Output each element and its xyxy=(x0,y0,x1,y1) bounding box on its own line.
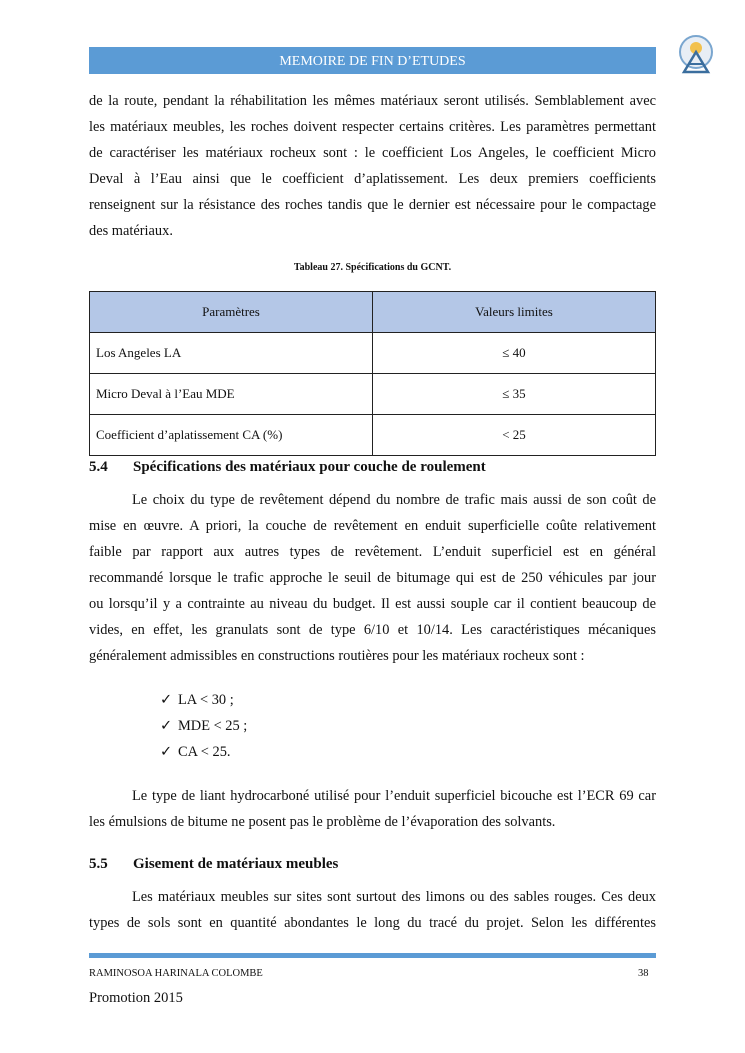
text-line: les émulsions de bitume ne posent pas le problème de l’évaporation des solvants. xyxy=(89,814,556,830)
text-line: ou lorsqu’il y a contrainte au niveau du budget. Il est aussi souple car il contient beaucoup de xyxy=(89,596,656,612)
column-header: Valeurs limites xyxy=(373,292,656,333)
list-item-text: MDE < 25 ; xyxy=(178,718,248,734)
text-line: faible par rapport aux autres types de revêtement. L’enduit superficiel est en général xyxy=(89,544,656,560)
table-cell: Micro Deval à l’Eau MDE xyxy=(90,374,373,415)
list xyxy=(160,687,247,765)
column-header: Paramètres xyxy=(90,292,373,333)
paragraph-2 xyxy=(89,487,656,669)
table-caption: Tableau 27. Spécifications du GCNT. xyxy=(293,262,452,273)
text-line: Les matériaux meubles sur sites sont surtout des limons ou des sables rouges. Ces deux xyxy=(132,889,656,905)
list-item-text: LA < 30 ; xyxy=(178,692,234,708)
table-cell: Coefficient d’aplatissement CA (%) xyxy=(90,415,373,456)
section-title: Gisement de matériaux meubles xyxy=(133,856,339,872)
checkmark-icon: ✓ xyxy=(160,692,173,708)
checkmark-icon: ✓ xyxy=(160,718,173,734)
text-line: types de sols sont en quantité abondantes le long du tracé du projet. Selon les différentes xyxy=(89,915,656,931)
table-row xyxy=(90,374,656,415)
text-line: des matériaux. xyxy=(89,223,173,239)
table-row xyxy=(90,415,656,456)
section-number: 5.5 xyxy=(89,856,108,872)
text-line: de la route, pendant la réhabilitation les mêmes matériaux seront utilisés. Semblablement avec xyxy=(89,93,656,109)
text-line: recommandé lorsque le trafic approche le seuil de bitumage qui est de 250 véhicules par jour xyxy=(89,570,656,586)
paragraph-1 xyxy=(89,88,656,244)
page-number: 38 xyxy=(638,968,649,979)
specifications-table xyxy=(89,291,656,456)
text-line: généralement admissibles en constructions routières pour les matériaux rocheux sont : xyxy=(89,648,585,664)
list-item-text: CA < 25. xyxy=(178,744,231,760)
table-cell: ≤ 35 xyxy=(373,374,656,415)
paragraph-3 xyxy=(89,783,656,835)
text-line: de caractériser les matériaux rocheux sont : le coefficient Los Angeles, le coefficient Micro xyxy=(89,145,656,161)
list-item xyxy=(160,713,247,739)
text-line: mise en œuvre. A priori, la couche de revêtement en enduit superficielle coûte relativement xyxy=(89,518,656,534)
text-line: Deval à l’Eau ainsi que le coefficient d’aplatissement. Les deux premiers coefficients xyxy=(89,171,656,187)
table-cell: ≤ 40 xyxy=(373,333,656,374)
text-line: les matériaux meubles, les roches doivent respecter certains critères. Les paramètres permettant xyxy=(89,119,656,135)
table-cell: Los Angeles LA xyxy=(90,333,373,374)
text-line: Le type de liant hydrocarboné utilisé pour l’enduit superficiel bicouche est l’ECR 69 car xyxy=(132,788,656,804)
header-title: MEMOIRE DE FIN D’ETUDES xyxy=(279,54,466,69)
text-line: Le choix du type de revêtement dépend du nombre de trafic mais aussi de son coût de xyxy=(132,492,656,508)
footer-promotion: Promotion 2015 xyxy=(89,990,183,1006)
school-logo-icon xyxy=(674,34,718,78)
checkmark-icon: ✓ xyxy=(160,744,173,760)
list-item xyxy=(160,739,247,765)
footer-divider xyxy=(89,953,656,958)
header-bar xyxy=(89,47,656,74)
paragraph-4 xyxy=(89,884,656,936)
text-line: renseignent sur la résistance des roches tandis que le dernier est nécessaire pour le compactage xyxy=(89,197,656,213)
table-row xyxy=(90,333,656,374)
section-heading-5-5 xyxy=(89,856,338,873)
section-heading-5-4 xyxy=(89,459,486,476)
table-header-row xyxy=(90,292,656,333)
footer-author: RAMINOSOA HARINALA COLOMBE xyxy=(89,968,263,979)
table-cell: < 25 xyxy=(373,415,656,456)
section-number: 5.4 xyxy=(89,459,108,475)
section-title: Spécifications des matériaux pour couche de roulement xyxy=(133,459,486,475)
list-item xyxy=(160,687,247,713)
text-line: vides, en effet, les granulats sont de type 6/10 et 10/14. Les caractéristiques mécaniques xyxy=(89,622,656,638)
